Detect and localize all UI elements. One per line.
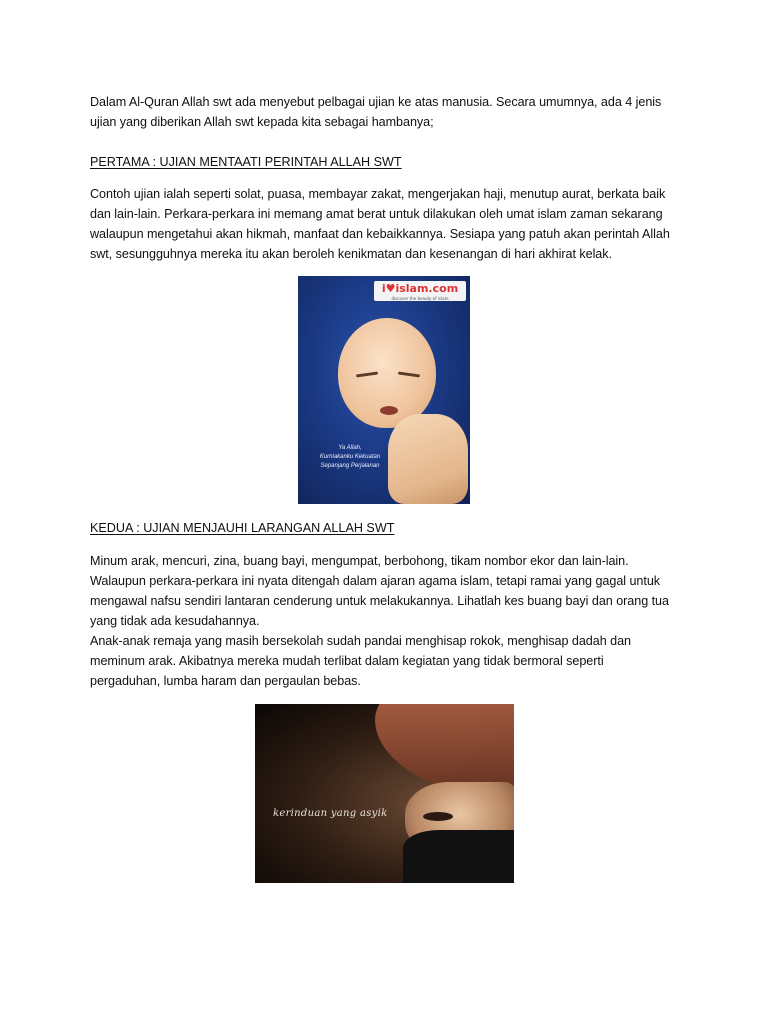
section2-paragraph xyxy=(90,551,690,691)
section1-paragraph xyxy=(90,184,690,264)
praying-hands xyxy=(388,414,468,504)
image-caption xyxy=(304,444,396,471)
text-line: yang tidak ada kesudahannya. xyxy=(90,614,260,628)
text-line: Minum arak, mencuri, zina, buang bayi, mengumpat, berbohong, tikam nombor ekor dan lain-lain. xyxy=(90,554,629,568)
section1-heading: PERTAMA : UJIAN MENTAATI PERINTAH ALLAH SWT xyxy=(90,155,402,169)
site-logo xyxy=(374,281,466,301)
section2-heading: KEDUA : UJIAN MENJAUHI LARANGAN ALLAH SWT xyxy=(90,521,395,535)
text-line: swt, sesungguhnya mereka itu akan beroleh kenikmatan dan kesenangan di hari akhirat kelak. xyxy=(90,247,612,261)
text-line: walaupun mengetahui akan hikmah, manfaat dan kebaikkannya. Sesiapa yang patuh akan perintah Allah xyxy=(90,227,670,241)
text-line: mengawal nafsu sendiri lantaran cenderung untuk melakukannya. Lihatlah kes buang bayi dan orang tua xyxy=(90,594,669,608)
caption-line: Kurniakanku Kekuatan xyxy=(319,454,381,460)
caption-line: Ya Allah, xyxy=(338,445,362,451)
text-line: pergaduhan, lumba haram dan pergaulan bebas. xyxy=(90,674,361,688)
text-line: ujian yang diberikan Allah swt kepada kita sebagai hambanya; xyxy=(90,115,434,129)
eye-shape xyxy=(356,371,378,377)
veiled-woman-image xyxy=(255,704,514,883)
caption-line: Sepanjang Perjalanan xyxy=(320,463,380,469)
eye-shape xyxy=(423,812,453,821)
text-line: dan lain-lain. Perkara-perkara ini memang amat berat untuk dilakukan oleh umat islam zaman sekarang xyxy=(90,207,663,221)
veil-shape xyxy=(403,830,514,883)
text-line: Contoh ujian ialah seperti solat, puasa, membayar zakat, mengerjakan haji, menutup aurat, berkata baik xyxy=(90,187,666,201)
text-line: Anak-anak remaja yang masih bersekolah sudah pandai menghisap rokok, menghisap dadah dan xyxy=(90,634,631,648)
image-caption: kerinduan yang asyik xyxy=(273,808,388,819)
logo-subtitle: discover the beauty of islam xyxy=(391,296,449,301)
text-line: Walaupun perkara-perkara ini nyata ditengah dalam ajaran agama islam, tetapi ramai yang gagal untuk xyxy=(90,574,661,588)
praying-girl-image xyxy=(298,276,470,504)
text-line: Dalam Al-Quran Allah swt ada menyebut pelbagai ujian ke atas manusia. Secara umumnya, ada 4 jenis xyxy=(90,95,662,109)
text-line: meminum arak. Akibatnya mereka mudah terlibat dalam kegiatan yang tidak bermoral seperti xyxy=(90,654,604,668)
girl-face xyxy=(338,318,436,428)
logo-text: i♥islam.com xyxy=(381,282,459,295)
eye-shape xyxy=(398,371,420,377)
mouth-shape xyxy=(380,406,398,415)
intro-paragraph xyxy=(90,92,690,132)
